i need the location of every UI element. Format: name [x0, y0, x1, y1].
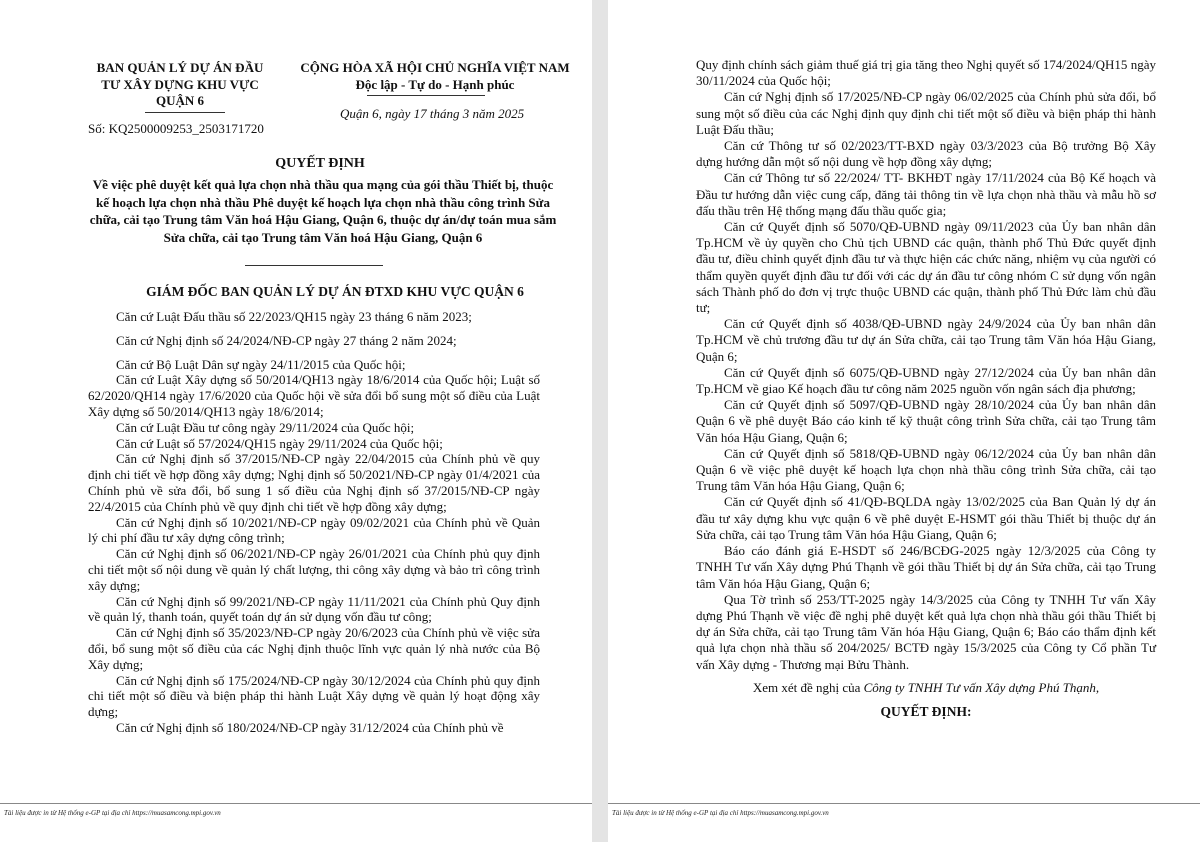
issuer-title: GIÁM ĐỐC BAN QUẢN LÝ DỰ ÁN ĐTXD KHU VỰC QUẬN 6 — [146, 284, 524, 299]
subject-underline — [245, 265, 383, 266]
legal-basis-item: Báo cáo đánh giá E-HSDT số 246/BCĐG-2025 ngày 12/3/2025 của Công ty TNHH Tư vấn Xây dựng Phú Thạnh về gói thầu Thiết bị dự án Sửa chữa, cải tạo Trung tâm Văn hóa Hậu Giang, Quận 6; — [696, 543, 1156, 591]
legal-basis-item: Căn cứ Quyết định số 41/QĐ-BQLDA ngày 13/02/2025 của Ban Quản lý dự án đầu tư xây dựng khu vực quận 6 về phê duyệt E-HSMT gói thầu Thiết bị thuộc dự án Sửa chữa, cải tạo Trung tâm Văn hóa Hậu Giang, Quận 6; — [696, 494, 1156, 542]
legal-basis-item: Qua Tờ trình số 253/TT-2025 ngày 14/3/2025 của Công ty TNHH Tư vấn Xây dựng Phú Thạnh về việc đề nghị phê duyệt kết quả lựa chọn nhà thầu gói thầu Thiết bị dự án Sửa chữa, cải tạo Trung tâm Văn hóa Hậu Giang, Quận 6; Báo cáo thẩm định kết quả lựa chọn nhà thầu số 204/2025/ BCTĐ ngày 15/3/2025 của Công ty Cổ phần Tư vấn Xây dựng - Thương mại Bửu Thành. — [696, 591, 1156, 672]
decision-heading: QUYẾT ĐỊNH: — [880, 703, 972, 719]
legal-basis-item: Căn cứ Quyết định số 5097/QĐ-UBND ngày 28/10/2024 của Ủy ban nhân dân Quận 6 về phê duyệt Báo cáo kinh tế kỹ thuật công trình Sửa chữa, cải tạo Trung tâm Văn hóa Hậu Giang, Quận 6; — [696, 397, 1156, 445]
document-page-2 — [608, 0, 1200, 842]
legal-basis-item: Căn cứ Nghị định số 06/2021/NĐ-CP ngày 26/01/2021 của Chính phủ quy định chi tiết một số nội dung về quản lý chất lượng, thi công xây dựng và bảo trì công trình xây dựng; — [88, 546, 540, 593]
legal-basis-item: Căn cứ Quyết định số 6075/QĐ-UBND ngày 27/12/2024 của Ủy ban nhân dân Tp.HCM về giao Kế hoạch đầu tư công năm 2025 nguồn vốn ngân sách địa phương; — [696, 364, 1156, 397]
footer-source-note: Tài liệu được in từ Hệ thống e-GP tại địa chỉ https://muasamcong.mpi.gov.vn — [4, 809, 221, 817]
footer-source-note: Tài liệu được in từ Hệ thống e-GP tại địa chỉ https://muasamcong.mpi.gov.vn — [612, 809, 829, 817]
legal-basis-item: Căn cứ Nghị định số 175/2024/NĐ-CP ngày 30/12/2024 của Chính phủ quy định chi tiết một số điều và biện pháp thi hành Luật Xây dựng về quản lý hoạt động xây dựng; — [88, 672, 540, 720]
legal-basis-item: Căn cứ Nghị định số 37/2015/NĐ-CP ngày 22/04/2015 của Chính phủ về quy định chi tiết về hợp đồng xây dựng; Nghị định số 50/2021/NĐ-CP ngày 01/4/2021 của Chính phủ về sửa đổi, bổ sung 1 số điều của Nghị định số 37/2015/NĐ-CP ngày 22/4/2015 của Chính phủ về quy định chi tiết về hợp đồng xây dựng; — [88, 451, 540, 514]
legal-basis-item: Căn cứ Quyết định số 5070/QĐ-UBND ngày 09/11/2023 của Ủy ban nhân dân Tp.HCM về ủy quyền cho Chủ tịch UBND các quận, thành phố Thủ Đức quyết định đầu tư, điều chỉnh quyết định đầu tư và thực hiện các chức năng, nhiệm vụ của người có thẩm quyền quyết định đầu tư đối với các dự án đầu tư công nhóm C sử dụng vốn ngân sách Thành phố do đơn vị trực thuộc UBND các quận, thành phố Thủ Đức làm chủ đầu tư; — [696, 219, 1156, 316]
legal-basis-item: Quy định chính sách giảm thuế giá trị gia tăng theo Nghị quyết số 174/2024/QH15 ngày 30/11/2024 của Quốc hội; — [696, 57, 1156, 89]
legal-basis-item: Căn cứ Thông tư số 22/2024/ TT- BKHĐT ngày 17/11/2024 của Bộ Kế hoạch và Đầu tư hướng dẫn việc cung cấp, đăng tải thông tin về lựa chọn nhà thầu và mẫu hồ sơ đấu thầu trên Hệ thống mạng đấu thầu quốc gia; — [696, 170, 1156, 218]
footer-divider — [0, 803, 592, 804]
document-number: Số: KQ2500009253_2503171720 — [88, 121, 264, 136]
legal-basis-item: Căn cứ Luật Xây dựng số 50/2014/QH13 ngày 18/6/2014 của Quốc hội; Luật số 62/2020/QH14 ngày 17/6/2020 của Quốc hội về sửa đổi bổ sung một số điều của Luật Xây dựng số 50/2014/QH13 ngày 18/6/2014; — [88, 372, 540, 419]
legal-basis-item: Căn cứ Luật Đấu thầu số 22/2023/QH15 ngày 23 tháng 6 năm 2023; — [116, 309, 472, 324]
legal-basis-item: Căn cứ Luật Đầu tư công ngày 29/11/2024 của Quốc hội; — [116, 419, 415, 435]
legal-basis-list — [88, 309, 540, 736]
document-title: QUYẾT ĐỊNH — [275, 156, 365, 171]
agency-line: TƯ XÂY DỰNG KHU VỰC — [101, 76, 259, 92]
nation-name: CỘNG HÒA XÃ HỘI CHỦ NGHĨA VIỆT NAM — [300, 60, 570, 75]
national-motto — [300, 60, 570, 93]
legal-basis-item: Căn cứ Nghị định số 24/2024/NĐ-CP ngày 27 tháng 2 năm 2024; — [116, 332, 457, 348]
legal-basis-list-continued — [696, 57, 1156, 720]
agency-line: QUẬN 6 — [155, 93, 205, 108]
legal-basis-item: Căn cứ Thông tư số 02/2023/TT-BXD ngày 03/3/2023 của Bộ trưởng Bộ Xây dựng hướng dẫn một số nội dung về hợp đồng xây dựng; — [696, 138, 1156, 170]
legal-basis-item: Căn cứ Nghị định số 35/2023/NĐ-CP ngày 20/6/2023 của Chính phủ về việc sửa đổi, bổ sung một số điều của các Nghị định thuộc lĩnh vực quản lý nhà nước của Bộ Xây dựng; — [88, 625, 540, 672]
legal-basis-item: Căn cứ Nghị định số 17/2025/NĐ-CP ngày 06/02/2025 của Chính phủ sửa đổi, bổ sung một số điều của các Nghị định quy định chi tiết một số điều và biện pháp thi hành Luật Đấu thầu; — [696, 89, 1156, 137]
motto-underline — [367, 95, 485, 96]
motto: Độc lập - Tự do - Hạnh phúc — [355, 76, 515, 92]
page-footer — [608, 803, 1200, 842]
issuing-agency — [70, 60, 290, 110]
legal-basis-item: Căn cứ Luật số 57/2024/QH15 ngày 29/11/2024 của Quốc hội; — [116, 435, 443, 451]
legal-basis-item: Căn cứ Nghị định số 10/2021/NĐ-CP ngày 09/02/2021 của Chính phủ về Quản lý chi phí đầu tư xây dựng công trình; — [88, 514, 540, 546]
place-date: Quận 6, ngày 17 tháng 3 năm 2025 — [340, 106, 525, 121]
legal-basis-item: Căn cứ Bộ Luật Dân sự ngày 24/11/2015 của Quốc hội; — [116, 356, 406, 372]
legal-basis-item: Căn cứ Quyết định số 4038/QĐ-UBND ngày 24/9/2024 của Ủy ban nhân dân Tp.HCM về chủ trương đầu tư dự án Sửa chữa, cải tạo Trung tâm Văn hóa Hậu Giang, Quận 6; — [696, 316, 1156, 364]
legal-basis-item: Căn cứ Nghị định số 180/2024/NĐ-CP ngày 31/12/2024 của Chính phủ về — [116, 719, 504, 735]
agency-underline — [145, 112, 225, 113]
review-prefix: Xem xét đề nghị của — [752, 679, 864, 695]
page-footer — [0, 803, 592, 842]
document-subject: Về việc phê duyệt kết quả lựa chọn nhà thầu qua mạng của gói thầu Thiết bị, thuộc kế hoạch lựa chọn nhà thầu Phê duyệt kế hoạch lựa chọn nhà thầu công trình Sửa chữa, cải tạo Trung tâm Văn hoá Hậu Giang, Quận 6, thuộc dự án/dự toán mua sắm Sửa chữa, cải tạo Trung tâm Văn hoá Hậu Giang, Quận 6 — [89, 177, 557, 245]
review-statement — [696, 680, 1156, 696]
footer-divider — [608, 803, 1200, 804]
agency-line: BAN QUẢN LÝ DỰ ÁN ĐẦU — [96, 60, 264, 75]
document-page-1 — [0, 0, 592, 842]
page-gap — [592, 0, 608, 842]
legal-basis-item: Căn cứ Nghị định số 99/2021/NĐ-CP ngày 11/11/2021 của Chính phủ Quy định về quản lý, thanh toán, quyết toán dự án sử dụng vốn đầu tư công; — [88, 593, 540, 625]
legal-basis-item: Căn cứ Quyết định số 5818/QĐ-UBND ngày 06/12/2024 của Ủy ban nhân dân Quận 6 về việc phê duyệt kế hoạch lựa chọn nhà thầu công trình Sửa chữa, cải tạo Trung tâm Văn hóa Hậu Giang, Quận 6; — [696, 445, 1156, 494]
review-company: Công ty TNHH Tư vấn Xây dựng Phú Thạnh, — [863, 679, 1100, 695]
